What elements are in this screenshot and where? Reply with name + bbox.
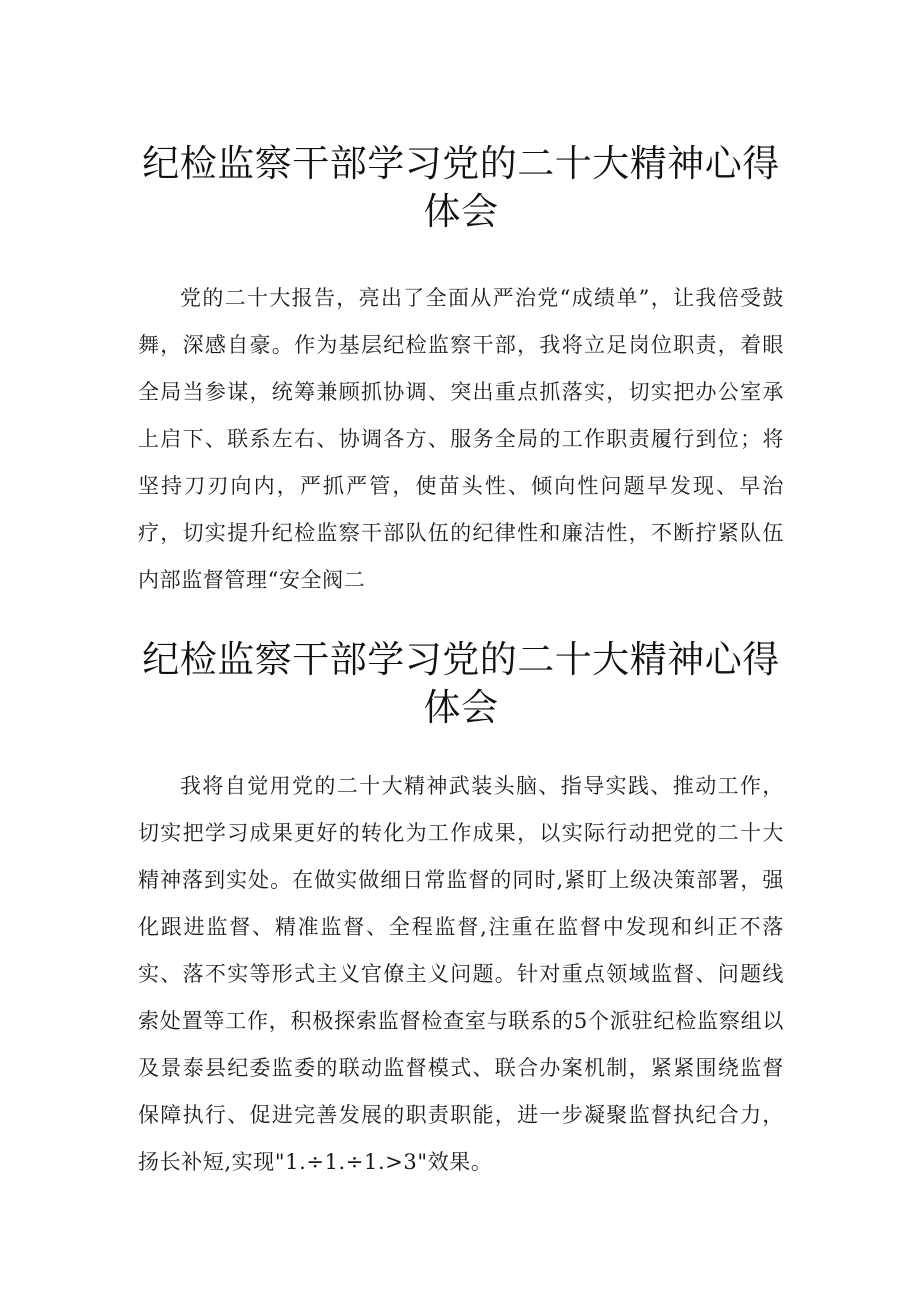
article-section-2 [138,636,784,1186]
article-title-2: 纪检监察干部学习党的二十大精神心得体会 [142,638,780,729]
article-paragraph-1: 党的二十大报告，亮出了全面从严治党“成绩单”，让我倍受鼓舞，深感自豪。作为基层纪检监察干部，我将立足岗位职责，着眼全局当参谋，统筹兼顾抓协调、突出重点抓落实，切实把办公室承上启下、联系左右、协调各方、服务全局的工作职责履行到位；将坚持刀刃向内，严抓严管，使苗头性、倾向性问题早发现、早治疗，切实提升纪检监察干部队伍的纪律性和廉洁性，不断拧紧队伍内部监督管理“安全阀二 [138,286,784,592]
article-section-1 [138,140,784,604]
article-title-1: 纪检监察干部学习党的二十大精神心得体会 [142,142,780,233]
article-paragraph-2: 我将自觉用党的二十大精神武装头脑、指导实践、推动工作，切实把学习成果更好的转化为工作成果，以实际行动把党的二十大精神落到实处。在做实做细日常监督的同时,紧盯上级决策部署，强化跟进监督、精准监督、全程监督,注重在监督中发现和纠正不落实、落不实等形式主义官僚主义问题。针对重点领域监督、问题线索处置等工作，积极探索监督检查室与联系的5个派驻纪检监察组以及景泰县纪委监委的联动监督模式、联合办案机制，紧紧围绕监督保障执行、促进完善发展的职责职能，进一步凝聚监督执纪合力，扬长补短,实现"1.÷1.÷1.>3"效果。 [138,774,784,1174]
